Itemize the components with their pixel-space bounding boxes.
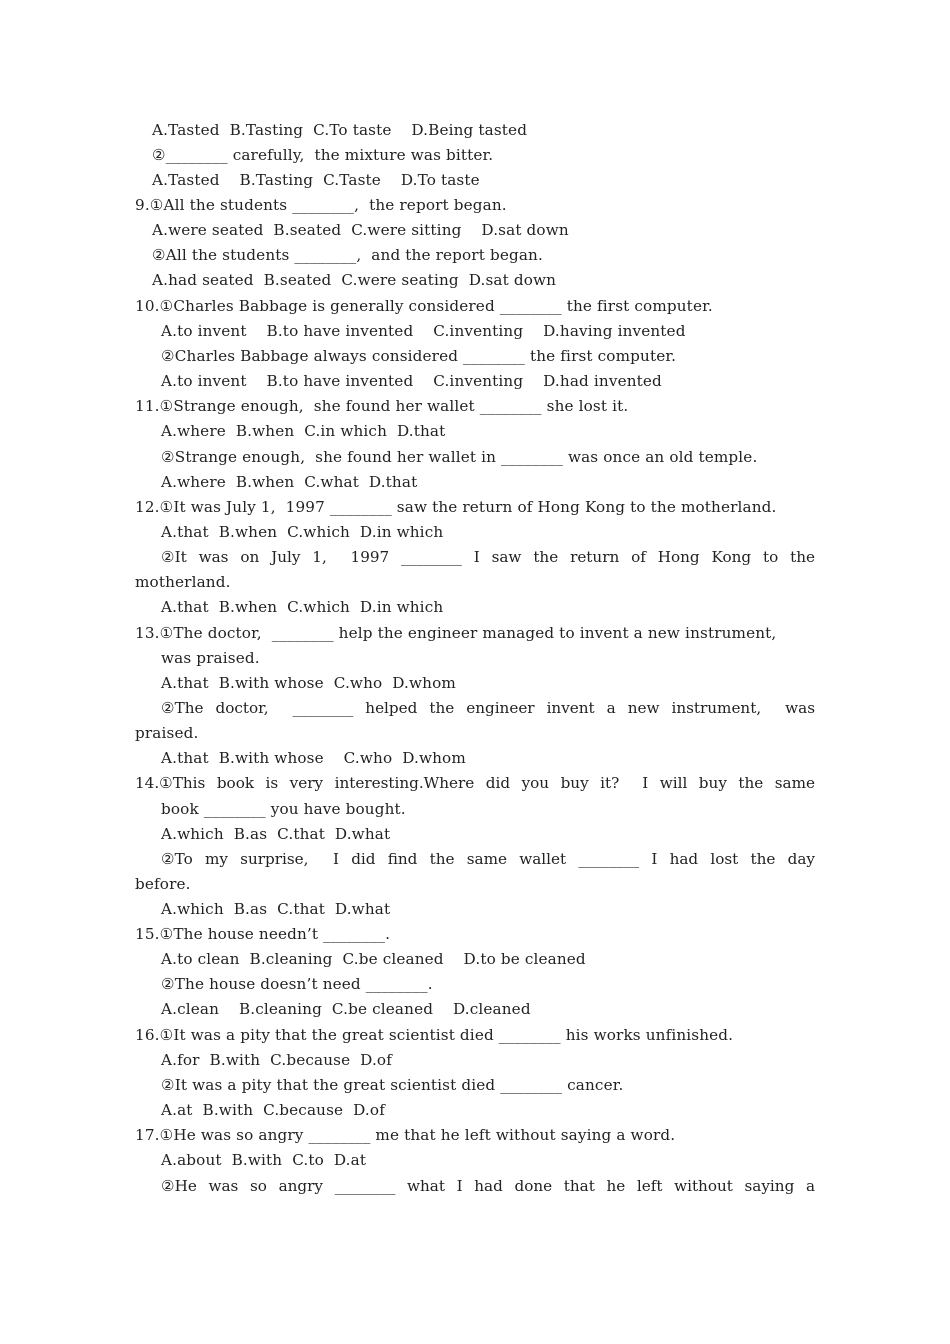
text-line: A.were seated B.seated C.were sitting D.sat down	[152, 221, 569, 239]
text-line: ②Charles Babbage always considered ________ the first computer.	[161, 347, 677, 365]
text-line: 17.①He was so angry ________ me that he left without saying a word.	[135, 1126, 676, 1144]
text-line: A.where B.when C.in which D.that	[161, 422, 446, 440]
text-line: 10.①Charles Babbage is generally considered ________ the first computer.	[135, 297, 713, 315]
text-line: 9.①All the students ________, the report began.	[135, 196, 507, 214]
text-line: A.which B.as C.that D.what	[161, 900, 391, 918]
text-line: A.clean B.cleaning C.be cleaned D.cleaned	[161, 1000, 531, 1018]
text-line: ②To my surprise, I did find the same wallet ________ I had lost the day	[161, 850, 815, 868]
text-line: motherland.	[135, 573, 231, 591]
text-line: A.that B.when C.which D.in which	[161, 598, 444, 616]
text-line: ②It was on July 1, 1997 ________ I saw the return of Hong Kong to the	[161, 548, 815, 566]
text-line: A.to clean B.cleaning C.be cleaned D.to be cleaned	[161, 950, 586, 968]
text-line: A.to invent B.to have invented C.inventing D.having invented	[161, 322, 686, 340]
text-line: ②It was a pity that the great scientist died ________ cancer.	[161, 1076, 624, 1094]
text-line: 15.①The house needn’t ________.	[135, 925, 391, 943]
text-line: praised.	[135, 724, 199, 742]
text-line: ②He was so angry ________ what I had done that he left without saying a	[161, 1177, 815, 1195]
text-line: A.Tasted B.Tasting C.To taste D.Being tasted	[152, 121, 528, 139]
text-line: A.had seated B.seated C.were seating D.sat down	[152, 271, 557, 289]
text-line: 14.①This book is very interesting.Where did you buy it? I will buy the same	[135, 774, 815, 792]
text-line: 12.①It was July 1, 1997 ________ saw the return of Hong Kong to the motherland.	[135, 498, 777, 516]
text-line: A.that B.with whose C.who D.whom	[161, 749, 466, 767]
text-line: ②The house doesn’t need ________.	[161, 975, 433, 993]
text-line: A.that B.when C.which D.in which	[161, 523, 444, 541]
text-line: ②The doctor, ________ helped the engineer invent a new instrument, was	[161, 699, 815, 717]
text-line: book ________ you have bought.	[161, 800, 406, 818]
text-line: A.at B.with C.because D.of	[161, 1101, 385, 1119]
text-line: A.where B.when C.what D.that	[161, 473, 418, 491]
text-line: 16.①It was a pity that the great scientist died ________ his works unfinished.	[135, 1026, 734, 1044]
text-line: ②All the students ________, and the report began.	[152, 246, 543, 264]
text-line: before.	[135, 875, 191, 893]
text-line: 11.①Strange enough, she found her wallet ________ she lost it.	[135, 397, 629, 415]
text-line: A.about B.with C.to D.at	[161, 1151, 367, 1169]
text-line: A.to invent B.to have invented C.inventing D.had invented	[161, 372, 662, 390]
text-line: ②________ carefully, the mixture was bitter.	[152, 146, 494, 164]
text-line: A.that B.with whose C.who D.whom	[161, 674, 456, 692]
text-line: was praised.	[161, 649, 260, 667]
text-line: ②Strange enough, she found her wallet in ________ was once an old temple.	[161, 448, 758, 466]
text-line: A.Tasted B.Tasting C.Taste D.To taste	[152, 171, 480, 189]
text-line: A.for B.with C.because D.of	[161, 1051, 392, 1069]
text-line: 13.①The doctor, ________ help the engineer managed to invent a new instrument,	[135, 624, 777, 642]
text-line: A.which B.as C.that D.what	[161, 825, 391, 843]
